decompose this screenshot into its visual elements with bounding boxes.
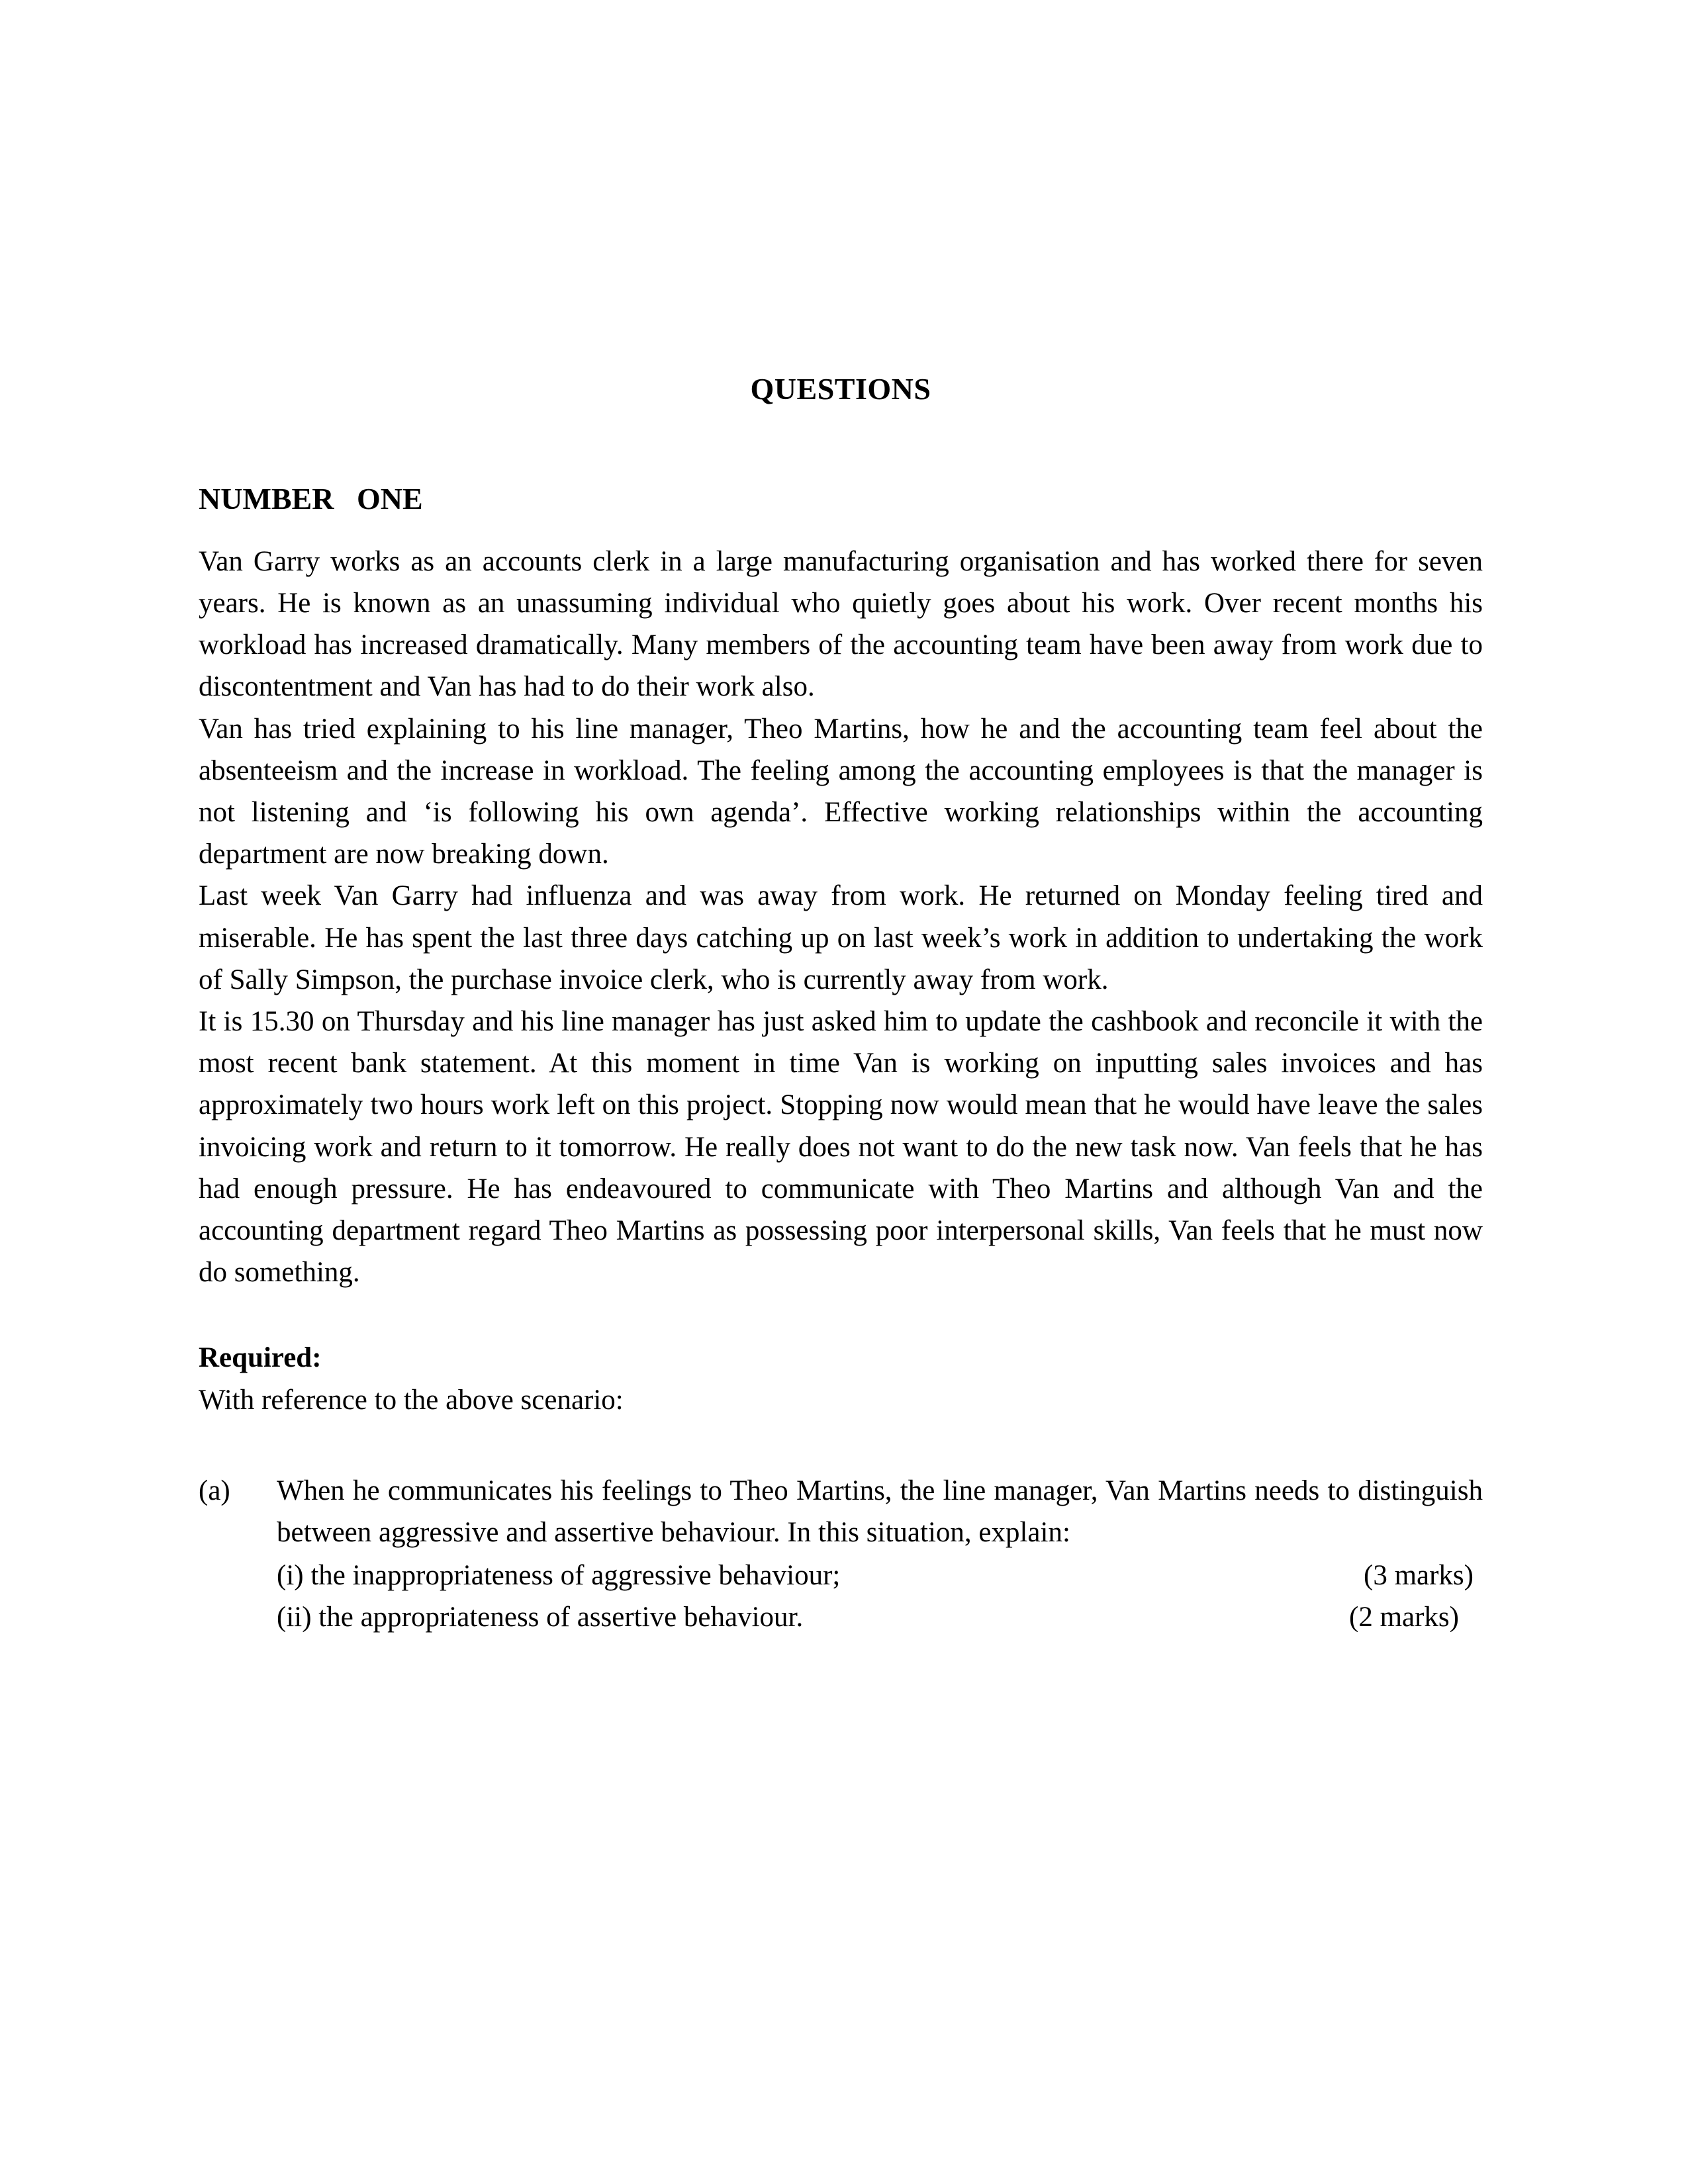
scenario-paragraph-4: It is 15.30 on Thursday and his line manager has just asked him to update the cashbook and reconcile it with the most recent bank statement. At this moment in time Van is working on inputting sales invoices and has approximately two hours work left on this project. Stopping now would mean that he would have leave the sales invoicing work and return to it tomorrow. He really does not want to do the new task now. Van feels that he has had enough pressure. He has endeavoured to communicate with Theo Martins and although Van and the accounting department regard Theo Martins as possessing poor interpersonal skills, Van feels that he must now do something.: [199, 1005, 1483, 1289]
question-marker-a: (a): [199, 1475, 230, 1506]
question-number-heading: NUMBER ONE: [199, 482, 423, 516]
scenario-paragraph-1: Van Garry works as an accounts clerk in a large manufacturing organisation and has worked there for seven years. He is known as an unassuming individual who quietly goes about his work. Over recent months his workload has increased dramatically. Many members of the accounting team have been away from work due to discontentment and Van has had to do their work also.: [199, 545, 1483, 703]
question-subitem-i-label: (i) the inappropriateness of aggressive behaviour;: [277, 1560, 841, 1592]
required-heading: Required:: [199, 1342, 322, 1374]
scenario-paragraph-3: Last week Van Garry had influenza and was away from work. He returned on Monday feeling tired and miserable. He has spent the last three days catching up on last week’s work in addition to undertaking the work of Sally Simpson, the purchase invoice clerk, who is currently away from work.: [199, 880, 1483, 995]
page-title: QUESTIONS: [750, 372, 931, 406]
question-list: [199, 1470, 1483, 1639]
scenario-paragraph-2: Van has tried explaining to his line manager, Theo Martins, how he and the accounting team feel about the absenteeism and the increase in workload. The feeling among the accounting employees is that the manager is not listening and ‘is following his own agenda’. Effective working relationships within the accounting department are now breaking down.: [199, 713, 1483, 870]
question-item-a: [199, 1470, 1483, 1553]
scenario-text: [199, 541, 1483, 1294]
question-text-a: When he communicates his feelings to Theo Martins, the line manager, Van Martins needs to distinguish between aggressive and assertive behaviour. In this situation, explain:: [277, 1475, 1483, 1548]
question-subitem-ii: [277, 1596, 1483, 1638]
question-subitem-i: [277, 1555, 1483, 1596]
required-lead-text: With reference to the above scenario:: [199, 1384, 624, 1416]
question-subitem-ii-marks: (2 marks): [1349, 1602, 1459, 1633]
question-subitem-ii-label: (ii) the appropriateness of assertive behaviour.: [277, 1602, 804, 1633]
question-subitem-i-marks: (3 marks): [1364, 1560, 1474, 1592]
question-subitem-list: [199, 1555, 1483, 1638]
page-content: [199, 371, 1483, 1639]
